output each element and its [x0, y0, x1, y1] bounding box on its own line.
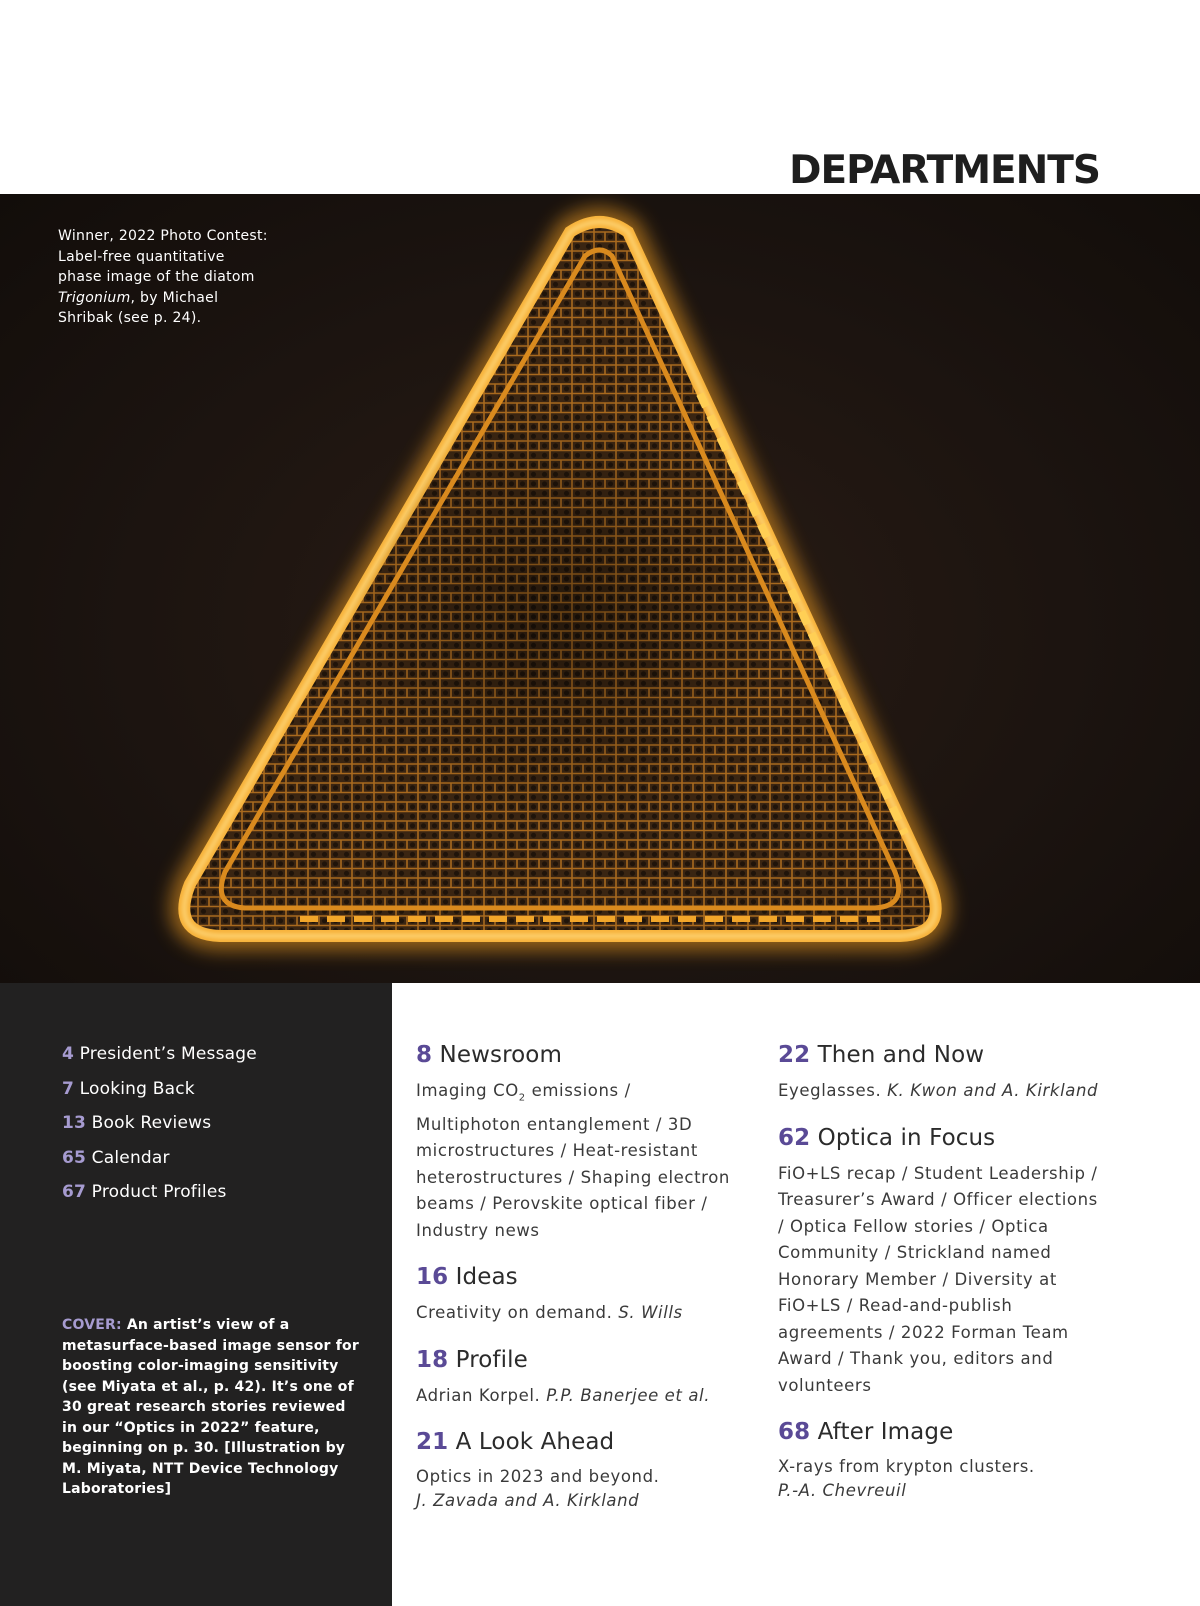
toc-column-middle [416, 1040, 741, 1531]
caption-line-4: , by Michael [130, 289, 219, 306]
list-item-looking-back[interactable] [62, 1078, 257, 1113]
page-number: 16 [416, 1264, 449, 1291]
page-number: 62 [778, 1124, 811, 1151]
section-optica-in-focus[interactable] [778, 1123, 1103, 1400]
section-then-and-now[interactable] [778, 1040, 1103, 1105]
diatom-photo [0, 194, 1200, 983]
section-title [778, 1040, 1103, 1070]
desc-text: X-rays from krypton clusters. [778, 1457, 1035, 1476]
section-title [778, 1417, 1103, 1447]
section-description [778, 1455, 1103, 1503]
page-number: 4 [62, 1044, 75, 1064]
subscript-2: 2 [518, 1092, 526, 1104]
byline: S. Wills [618, 1303, 683, 1323]
title-text: A Look Ahead [455, 1429, 615, 1456]
desc-text: emissions / Multiphoton entanglement / 3D microstructures / Heat-resistant heterostructures / Shaping electron beams / Perovskite optical fiber / Industry news [416, 1081, 730, 1240]
list-item-product-profiles[interactable] [62, 1181, 257, 1216]
caption-line-2: Label-free quantitative [58, 248, 225, 265]
byline: P.-A. Chevreuil [778, 1481, 907, 1500]
section-title [416, 1345, 741, 1375]
page-number: 65 [62, 1147, 87, 1168]
page-heading: DEPARTMENTS [789, 148, 1100, 193]
item-title: Calendar [91, 1147, 170, 1168]
section-newsroom[interactable] [416, 1040, 741, 1244]
item-title: President’s Message [79, 1044, 257, 1064]
cover-label: COVER: [62, 1317, 122, 1333]
short-departments-list [62, 1043, 257, 1216]
desc-text: Creativity on demand. [416, 1303, 619, 1323]
page-number: 22 [778, 1042, 811, 1068]
desc-text: Imaging CO [416, 1081, 519, 1100]
list-item-calendar[interactable] [62, 1147, 257, 1182]
item-title: Book Reviews [91, 1113, 212, 1133]
section-description [416, 1383, 741, 1410]
page-number: 8 [416, 1042, 433, 1068]
section-description: FiO+LS recap / Student Leadership / Treasurer’s Award / Officer elections / Optica Fellow stories / Optica Community / Strickland named Honorary Member / Diversity at FiO+LS / Read-and-publish agreements / 2022 Forman Team Award / Thank you, editors and volunteers [778, 1163, 1098, 1395]
caption-line-5: Shribak (see p. 24). [58, 310, 202, 326]
section-after-image[interactable] [778, 1417, 1103, 1503]
page-number: 67 [62, 1182, 87, 1202]
list-item-book-reviews[interactable] [62, 1112, 257, 1147]
left-panel [0, 983, 392, 1606]
title-text: Ideas [455, 1264, 518, 1291]
photo-caption [58, 226, 288, 329]
item-title: Looking Back [79, 1078, 195, 1099]
section-title [778, 1123, 1103, 1153]
list-item-presidents-message[interactable] [62, 1043, 257, 1078]
section-description [416, 1300, 741, 1327]
desc-text: Optics in 2023 and beyond. [416, 1467, 660, 1487]
section-description [416, 1078, 741, 1244]
section-title [416, 1040, 741, 1070]
cover-text: An artist’s view of a metasurface-based image sensor for boosting color-imaging sensitivity (see Miyata et al., p. 42). It’s one of 30 great research stories reviewed in our “Optics in 2022” feature, beginning on p. 30. [Illustration by M. Miyata, NTT Device Technology Laboratories] [62, 1317, 359, 1497]
section-title [416, 1262, 741, 1292]
caption-line-1: Winner, 2022 Photo Contest: [58, 228, 268, 244]
page-number: 13 [62, 1113, 87, 1133]
byline: P.P. Banerjee et al. [546, 1385, 711, 1405]
desc-text: Adrian Korpel. [416, 1385, 547, 1405]
section-title [416, 1427, 741, 1457]
byline: J. Zavada and A. Kirkland [416, 1491, 640, 1511]
item-title: Product Profiles [91, 1182, 227, 1202]
page-number: 21 [416, 1429, 449, 1456]
page-number: 7 [62, 1078, 75, 1099]
cover-description [62, 1315, 362, 1500]
title-text: Then and Now [817, 1042, 985, 1068]
title-text: Optica in Focus [817, 1124, 996, 1151]
title-text: Newsroom [439, 1042, 562, 1068]
caption-line-3: phase image of the diatom [58, 269, 255, 285]
title-text: After Image [817, 1419, 954, 1445]
page-number: 68 [778, 1419, 811, 1445]
page-number: 18 [416, 1346, 449, 1373]
section-profile[interactable] [416, 1345, 741, 1410]
caption-species: Trigonium [58, 289, 131, 306]
desc-text: Eyeglasses. [778, 1081, 888, 1100]
toc-column-right [778, 1040, 1103, 1521]
title-text: Profile [455, 1346, 528, 1373]
section-a-look-ahead[interactable] [416, 1427, 741, 1513]
section-description [416, 1465, 741, 1513]
section-ideas[interactable] [416, 1262, 741, 1327]
byline: K. Kwon and A. Kirkland [887, 1081, 1099, 1100]
section-description [778, 1078, 1103, 1105]
